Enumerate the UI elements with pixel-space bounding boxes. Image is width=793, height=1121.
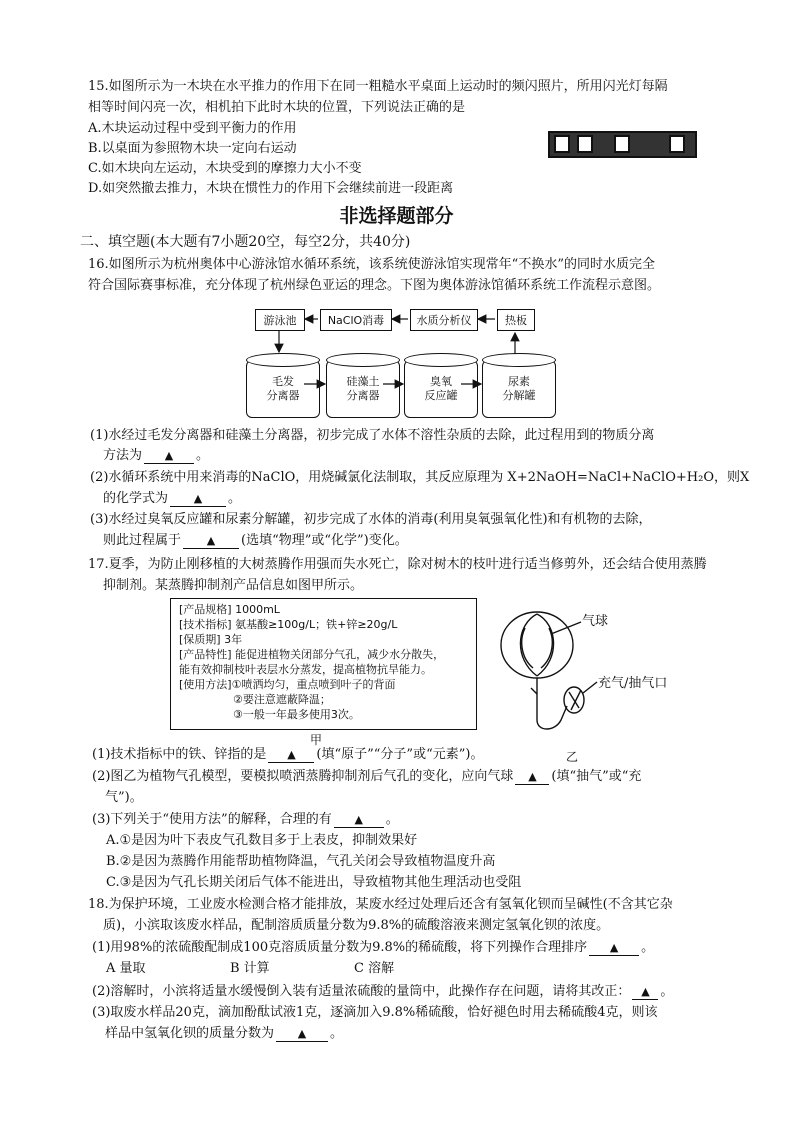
q16-part1-line2: 方法为 ▲ 。 (103, 448, 210, 463)
blank-marker: ▲ (287, 748, 296, 761)
tank-label-line2: 分离器 (266, 389, 300, 402)
answer-blank[interactable] (632, 985, 658, 1000)
q16-part1-text: 方法为 (103, 448, 143, 463)
info-usage-3: ③一般一年最多使用3次。 (233, 708, 360, 721)
blank-marker: ▲ (354, 813, 363, 826)
q16-part1-line1: (1)水经过毛发分离器和硅藻土分离器，初步完成了水体不溶性杂质的去除，此过程用到的物质分离 (90, 428, 655, 443)
q15-option-c: C.如木块向左运动，木块受到的摩擦力大小不变 (88, 161, 362, 176)
label-balloon: 气球 (582, 614, 609, 629)
q16-part2-line2: 的化学式为 ▲ 。 (103, 491, 242, 506)
answer-blank[interactable] (170, 492, 226, 507)
q18-option-a: A 量取 (106, 961, 146, 976)
q16-stem-line1: 16.如图所示为杭州奥体中心游泳馆水循环系统，该系统使游泳馆实现常年“不换水”的同时水质完全 (88, 257, 655, 272)
q18-part1-text: (1)用98%的浓硫酸配制成100克溶质质量分数为9.8%的稀硫酸，将下列操作合理排序 (92, 940, 588, 955)
q17-stem-line1: 17.夏季，为防止刚移植的大树蒸腾作用强而失水死亡，除对树木的枝叶进行适当修剪外，还会结合使用蒸腾 (88, 557, 707, 572)
tank-urea-decomposer (482, 360, 556, 418)
label-inflate-port: 充气/抽气口 (598, 676, 668, 691)
q18-option-b: B 计算 (230, 961, 270, 976)
q17-part1 (92, 746, 483, 764)
q17-part3-suffix: 。 (385, 812, 399, 827)
q17-part1-suffix: (填“原子”“分子”或“元素”)。 (316, 747, 484, 762)
section-heading: 二、填空题(本大题有7小题20空，每空2分，共40分) (80, 234, 411, 250)
tank-label-line2: 反应罐 (424, 389, 458, 402)
answer-blank[interactable] (589, 941, 639, 956)
q18-part2 (92, 983, 673, 1001)
q18-part3-text: 样品中氢氧化钡的质量分数为 (105, 1026, 275, 1041)
q18-part1 (92, 939, 654, 957)
blank-marker: ▲ (641, 985, 650, 998)
q17-part3-text: (3)下列关于“使用方法”的解释，合理的有 (92, 812, 332, 827)
q18-stem-line2: 质)，小滨取该废水样品，配制溶质质量分数为9.8%的硫酸溶液来测定氢氧化钡的浓度。 (103, 918, 610, 933)
product-info-box (170, 598, 477, 730)
q17-part1-text: (1)技术指标中的铁、锌指的是 (92, 747, 267, 762)
q18-part2-text: (2)溶解时，小滨将适量水缓慢倒入装有适量浓硫酸的量筒中，此操作存在问题，请将其改正： (92, 984, 631, 999)
section-title: 非选择题部分 (339, 205, 454, 227)
flow-box-analyzer: 水质分析仪 (410, 309, 478, 331)
q17-option-a: A.①是因为叶下表皮气孔数目多于上表皮，抑制效果好 (106, 833, 418, 848)
q15-stem-line1: 15.如图所示为一木块在水平推力的作用下在同一粗糙水平桌面上运动时的频闪照片，所用闪光灯每隔 (88, 79, 668, 94)
info-feature-2: 能有效抑制枝叶表层水分蒸发，提高植物抗旱能力。 (179, 663, 432, 676)
label-yi: 乙 (566, 750, 579, 764)
q18-part2-suffix: 。 (660, 984, 674, 999)
q17-option-b: B.②是因为蒸腾作用能帮助植物降温，气孔关闭会导致植物温度升高 (106, 854, 496, 869)
tank-label-line1: 臭氧 (430, 375, 452, 388)
flow-box-naclo: NaClO消毒 (320, 309, 392, 331)
flow-box-heat-plate: 热板 (497, 309, 535, 331)
q17-part2-suffix: (填“抽气”或“充 (551, 769, 642, 784)
info-shelf-life: [保质期] 3年 (179, 633, 243, 646)
tank-ozone-reactor (404, 360, 478, 418)
q18-stem-line1: 18.为保护环境，工业废水检测合格才能排放，某废水经过处理后还含有氢氧化钡而呈碱性(不含其它杂 (88, 897, 673, 912)
q16-part3-text: 则此过程属于 (103, 533, 182, 548)
q16-part3-line1: (3)水经过臭氧反应罐和尿素分解罐，初步完成了水体的消毒(利用臭氧强氧化性)和有机物的去除， (90, 512, 652, 527)
tank-label-line2: 分离器 (346, 389, 380, 402)
blank-marker: ▲ (164, 449, 174, 462)
q17-part2-line1 (92, 768, 641, 786)
blank-marker: ▲ (297, 1027, 307, 1040)
q15-option-d: D.如突然撤去推力，木块在惯性力的作用下会继续前进一段距离 (88, 181, 454, 196)
q16-part2-text: 的化学式为 (103, 491, 169, 506)
blank-marker: ▲ (193, 492, 203, 505)
tank-label-line1: 尿素 (508, 375, 530, 388)
flow-box-pool: 游泳池 (255, 309, 305, 331)
q15-stem-line2: 相等时间闪亮一次，相机拍下此时木块的位置，下列说法正确的是 (88, 100, 466, 115)
q17-option-c: C.③是因为气孔长期关闭后气体不能进出，导致植物其他生理活动也受阻 (106, 875, 522, 890)
blank-marker: ▲ (206, 534, 216, 547)
q18-part3-suffix: 。 (330, 1026, 344, 1041)
blank-marker: ▲ (528, 770, 537, 783)
info-spec: [产品规格] 1000mL (179, 603, 280, 616)
tank-hair-separator (246, 360, 320, 418)
q17-stem-line2: 抑制剂。某蒸腾抑制剂产品信息如图甲所示。 (103, 578, 364, 593)
info-tech-index: [技术指标] 氨基酸≥100g/L；铁+锌≥20g/L (179, 618, 398, 631)
answer-blank[interactable] (515, 770, 549, 785)
q16-stem-line2: 符合国际赛事标准，充分体现了杭州绿色亚运的理念。下图为奥体游泳馆循环系统工作流程示意图。 (88, 278, 661, 293)
info-usage-1: [使用方法]①喷洒均匀，重点喷到叶子的背面 (179, 678, 396, 691)
answer-blank[interactable] (183, 534, 239, 549)
q15-option-b: B.以桌面为参照物木块一定向右运动 (88, 141, 297, 156)
tank-label-line1: 硅藻土 (346, 375, 380, 388)
q16-part3-line2 (103, 532, 408, 550)
tank-label-line2: 分解罐 (502, 389, 536, 402)
q17-part2-line2: 气”)。 (105, 790, 143, 805)
q16-part2-line1: (2)水循环系统中用来消毒的NaClO，用烧碱氯化法制取，其反应原理为 X+2NaOH=NaCl+NaClO+H₂O，则X (90, 470, 750, 485)
q18-part1-suffix: 。 (641, 940, 655, 955)
q18-option-c: C 溶解 (354, 961, 395, 976)
label-jia: 甲 (310, 733, 323, 747)
q17-part3 (92, 811, 399, 829)
q16-part3-suffix: (选填“物理”或“化学”)变化。 (241, 533, 408, 548)
tank-diatomite-separator (326, 360, 400, 418)
tank-label-line1: 毛发 (272, 375, 294, 388)
q15-option-a: A.木块运动过程中受到平衡力的作用 (88, 121, 297, 136)
blank-marker: ▲ (609, 941, 619, 954)
answer-blank[interactable] (144, 449, 194, 464)
answer-blank[interactable] (334, 813, 384, 828)
q18-part3-line2 (105, 1025, 343, 1043)
q18-part3-line1: (3)取废水样品20克，滴加酚酞试液1克，逐滴加入9.8%稀硫酸，恰好褪色时用去稀硫酸4克，则该 (92, 1005, 658, 1020)
answer-blank[interactable] (268, 748, 314, 763)
info-feature-1: [产品特性] 能促进植物关闭部分气孔，减少水分散失， (179, 648, 445, 661)
answer-blank[interactable] (276, 1027, 328, 1042)
q17-part2-text: (2)图乙为植物气孔模型，要模拟喷洒蒸腾抑制剂后气孔的变化，应向气球 (92, 769, 514, 784)
info-usage-2: ②要注意遮蔽降温； (233, 693, 331, 706)
